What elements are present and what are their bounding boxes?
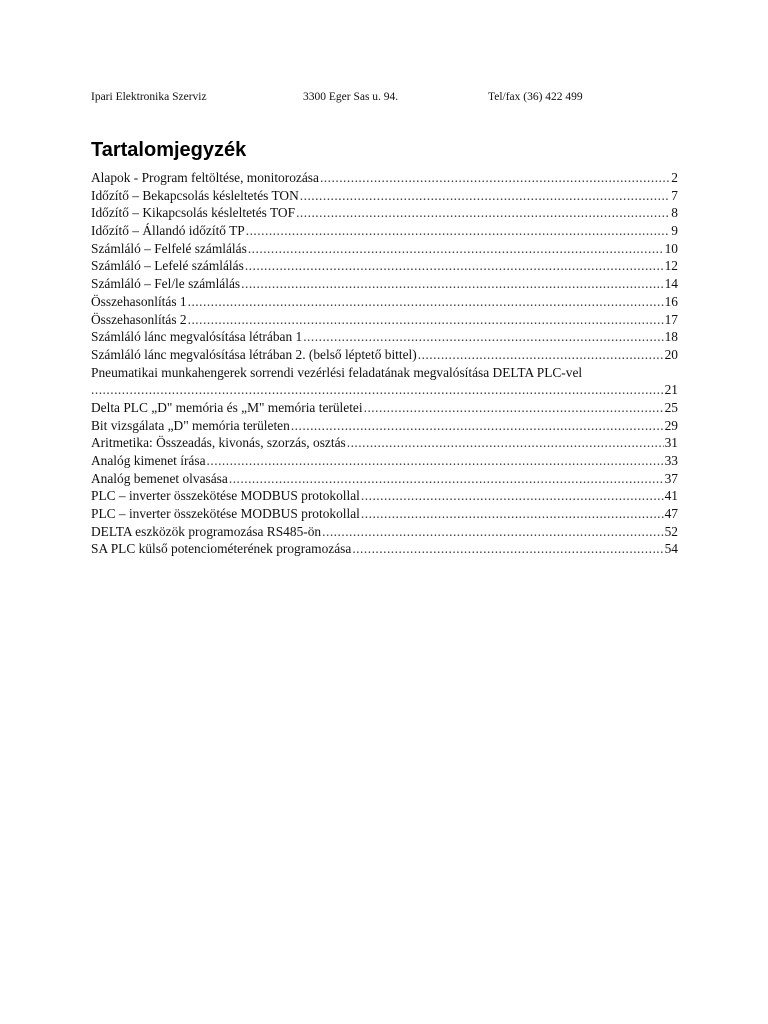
table-of-contents xyxy=(91,169,678,558)
dot-leader xyxy=(364,399,664,417)
dot-leader xyxy=(229,470,664,488)
toc-entry[interactable] xyxy=(91,240,678,258)
toc-entry[interactable] xyxy=(91,417,678,435)
toc-entry-title: Időzítő – Kikapcsolás késleltetés TOF xyxy=(91,205,296,221)
toc-entry-page: 18 xyxy=(664,329,678,345)
dot-leader xyxy=(188,311,664,329)
toc-entry[interactable] xyxy=(91,293,678,311)
dot-leader xyxy=(418,346,664,364)
toc-entry-page: 10 xyxy=(664,240,678,256)
toc-entry-page: 33 xyxy=(664,453,678,468)
toc-entry-title: Időzítő – Bekapcsolás késleltetés TON xyxy=(91,187,299,203)
toc-entry-page: 7 xyxy=(671,187,678,203)
toc-entry-title: PLC – inverter összekötése MODBUS protokollal xyxy=(91,488,360,504)
dot-leader xyxy=(91,381,664,399)
toc-entry[interactable] xyxy=(91,452,678,470)
toc-entry-title: Számláló lánc megvalósítása létrában 1 xyxy=(91,329,303,345)
toc-entry-title: Összehasonlítás 1 xyxy=(91,293,187,309)
toc-entry-page: 2 xyxy=(671,170,678,185)
toc-entry-page: 31 xyxy=(664,435,678,451)
toc-title: Tartalomjegyzék xyxy=(91,139,247,161)
toc-entry-title: Alapok - Program feltöltése, monitorozása xyxy=(91,170,319,185)
toc-entry-title: PLC – inverter összekötése MODBUS protokollal xyxy=(91,506,360,522)
toc-entry-page: 8 xyxy=(671,205,678,221)
dot-leader xyxy=(188,293,664,311)
toc-entry[interactable] xyxy=(91,399,678,417)
dot-leader xyxy=(361,505,664,523)
dot-leader xyxy=(320,169,670,187)
toc-entry-page: 41 xyxy=(664,488,678,504)
dot-leader xyxy=(352,540,663,558)
toc-entry[interactable] xyxy=(91,523,678,541)
toc-entry-title: Bit vizsgálata „D" memória területen xyxy=(91,417,290,433)
dot-leader xyxy=(322,523,663,541)
toc-entry[interactable] xyxy=(91,187,678,205)
toc-entry-title: Számláló lánc megvalósítása létrában 2. (belső léptető bittel) xyxy=(91,346,417,362)
toc-entry-title: Számláló – Fel/le számlálás xyxy=(91,276,241,292)
toc-entry-page: 37 xyxy=(664,470,678,486)
dot-leader xyxy=(291,417,664,435)
toc-entry-page: 47 xyxy=(664,506,678,522)
toc-entry-title: Pneumatikai munkahengerek sorrendi vezérlési feladatának megvalósítása DELTA PLC-vel xyxy=(91,364,583,380)
toc-entry-page: 20 xyxy=(664,346,678,362)
dot-leader xyxy=(246,222,671,240)
header-address: 3300 Eger Sas u. 94. xyxy=(303,91,399,103)
toc-entry-title: Számláló – Felfelé számlálás xyxy=(91,240,247,256)
toc-entry-page: 16 xyxy=(664,293,678,309)
toc-entry[interactable] xyxy=(91,487,678,505)
toc-entry[interactable] xyxy=(91,275,678,293)
toc-entry[interactable] xyxy=(91,328,678,346)
toc-entry-title: Összehasonlítás 2 xyxy=(91,311,187,327)
dot-leader xyxy=(361,487,664,505)
dot-leader xyxy=(245,257,664,275)
toc-entry[interactable] xyxy=(91,257,678,275)
dot-leader xyxy=(248,240,664,258)
dot-leader xyxy=(303,328,663,346)
toc-entry[interactable] xyxy=(91,311,678,329)
toc-entry-title: Számláló – Lefelé számlálás xyxy=(91,258,244,274)
toc-entry[interactable] xyxy=(91,169,678,187)
toc-entry-title: SA PLC külső potenciométerének programozása xyxy=(91,541,352,557)
toc-entry-page: 54 xyxy=(664,541,678,557)
toc-entry-page: 12 xyxy=(664,258,678,274)
toc-entry[interactable] xyxy=(91,346,678,364)
header-company: Ipari Elektronika Szerviz xyxy=(91,91,207,103)
toc-entry-title: Analóg bemenet olvasása xyxy=(91,470,228,486)
toc-entry-title: Delta PLC „D" memória és „M" memória területei xyxy=(91,399,363,415)
toc-entry-page: 25 xyxy=(664,399,678,415)
toc-entry-page: 9 xyxy=(671,223,678,239)
dot-leader xyxy=(241,275,663,293)
toc-entry[interactable] xyxy=(91,540,678,558)
toc-entry-title: Analóg kimenet írása xyxy=(91,453,206,468)
dot-leader xyxy=(207,452,664,470)
toc-entry-title: Időzítő – Állandó időzítő TP xyxy=(91,223,245,239)
toc-entry-title: DELTA eszközök programozása RS485-ön xyxy=(91,523,322,539)
toc-entry[interactable] xyxy=(91,505,678,523)
toc-entry-page: 17 xyxy=(664,311,678,327)
header-phone: Tel/fax (36) 422 499 xyxy=(488,91,583,103)
dot-leader xyxy=(347,434,664,452)
toc-entry[interactable] xyxy=(91,222,678,240)
dot-leader xyxy=(296,204,670,222)
toc-entry[interactable] xyxy=(91,204,678,222)
toc-entry-page: 14 xyxy=(664,276,678,292)
toc-entry[interactable] xyxy=(91,470,678,488)
toc-entry-page: 29 xyxy=(664,417,678,433)
toc-entry-page: 52 xyxy=(664,523,678,539)
toc-entry[interactable] xyxy=(91,434,678,452)
toc-entry[interactable] xyxy=(91,364,678,399)
toc-entry-title: Aritmetika: Összeadás, kivonás, szorzás, osztás xyxy=(91,435,346,451)
toc-entry-page: 21 xyxy=(664,382,678,398)
page-header xyxy=(91,89,691,105)
dot-leader xyxy=(300,187,671,205)
toc-entry-leader-line xyxy=(91,381,678,399)
